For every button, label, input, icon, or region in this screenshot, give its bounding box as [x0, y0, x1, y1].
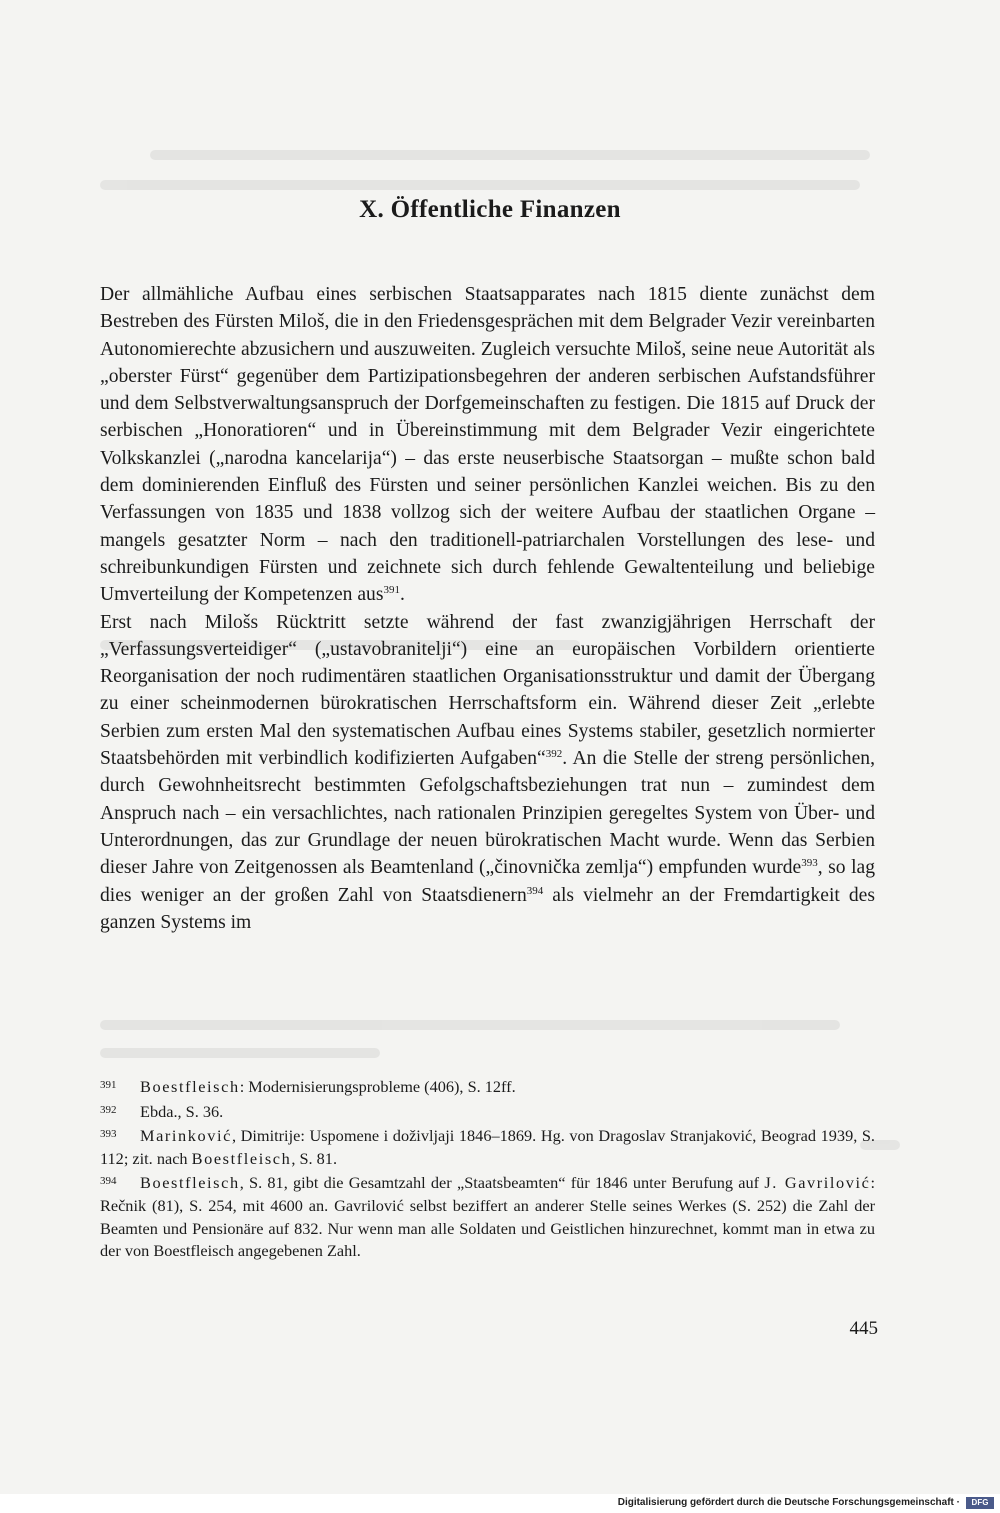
- footnote: 393 Marinković, Dimitrije: Uspomene i doživljaji 1846–1869. Hg. von Dragoslav Stranjaković, Beograd 1939, S. 112; zit. nach Boestfleisch, S. 81.: [100, 1126, 875, 1168]
- footer-bar: [0, 1494, 1000, 1513]
- page-number: 445: [849, 1318, 878, 1339]
- footnotes: [100, 1074, 875, 1263]
- footnote-ref-391: 391: [383, 584, 400, 597]
- paragraph-1: Der allmähliche Aufbau eines serbischen Staatsapparates nach 1815 diente zunächst dem Bestreben des Fürsten Miloš, die in den Friedensgesprächen mit dem Belgrader Vezir vereinbarten Autonomierechte abzusichern und auszuweiten. Zugleich versuchte Miloš, seine neue Autorität als „oberster Fürst“ gegenüber dem Partizipationsbegehren der anderen serbischen Aufstandsführer und dem Selbstverwaltungsanspruch der Dorfgemeinschaften zu festigen. Die 1815 auf Druck der serbischen „Honoratioren“ und in Übereinstimmung mit dem Belgrader Vezir eingerichtete Volkskanzlei („narodna kancelarija“) – das erste neuserbische Staatsorgan – mußte schon bald dem dominierenden Einfluß des Fürsten und seiner persönlichen Kanzlei weichen. Bis zu den Verfassungen von 1835 und 1838 vollzog sich der weitere Aufbau der staatlichen Organe – mangels gesatzter Norm – nach den traditionell-patriarchalen Vorstellungen des lese- und schreibunkundigen Fürsten und zeichnete sich durch fehlende Gewaltenteilung und beliebige Umverteilung der Kompetenzen aus$^{391}$.: [100, 284, 875, 606]
- footnote: 392 Ebda., S. 36.: [100, 1101, 224, 1121]
- dfg-logo-icon: DFG: [966, 1497, 994, 1509]
- digitization-credit: Digitalisierung gefördert durch die Deutsche Forschungsgemeinschaft ·: [617, 1497, 960, 1508]
- footnote: 391 Boestfleisch: Modernisierungsprobleme (406), S. 12ff.: [100, 1077, 516, 1096]
- footnote-ref-393: 393: [801, 857, 818, 870]
- footnote-ref-392: 392: [545, 748, 563, 761]
- footnote-ref-394: 394: [526, 884, 544, 897]
- body-text: [100, 281, 875, 936]
- chapter-title: X. Öffentliche Finanzen: [359, 196, 621, 223]
- paragraph-2: Erst nach Milošs Rücktritt setzte während der fast zwanzigjährigen Herrschaft der „Verfassungsverteidiger“ („ustavobranitelji“) eine an europäischen Vorbildern orientierte Reorganisation der noch rudimentären staatlichen Organisationsstruktur und damit der Übergang zu einer scheinmodernen bürokratischen Herrschaftsform ein. Während dieser Zeit „erlebte Serbien zum ersten Mal den systematischen Aufbau eines Systems stabiler, gesetzlich normierter Staatsbehörden mit verbindlich kodifizierten Aufgaben“$^{392}$. An die Stelle der streng persönlichen, durch Gewohnheitsrecht bestimmten Gefolgschaftsbeziehungen trat nun – zumindest dem Anspruch nach – ein versachlichtes, nach rationalen Prinzipien geregeltes System von Über- und Unterordnungen, das zur Grundlage der neuen bürokratischen Macht wurde. Wenn das Serbien dieser Jahre von Zeitgenossen als Beamtenland („činovnička zemlja“) empfunden wurde$^{393}$, so lag dies weniger an der großen Zahl von Staatsdienern$^{394}$ als vielmehr an der Fremdartigkeit des ganzen Systems im: [100, 611, 876, 933]
- footnote: 394 Boestfleisch, S. 81, gibt die Gesamtzahl der „Staatsbeamten“ für 1846 unter Berufung auf J. Gavrilović: Rečnik (81), S. 254, mit 4600 an. Gavrilović selbst beziffert an anderer Stelle seines Werkes (S. 252) die Zahl der Beamten und Pensionäre auf 832. Nur wenn man alle Soldaten und Geistlichen hinzurechnet, kommt man in etwa zu der von Boestfleisch angegebenen Zahl.: [100, 1173, 876, 1261]
